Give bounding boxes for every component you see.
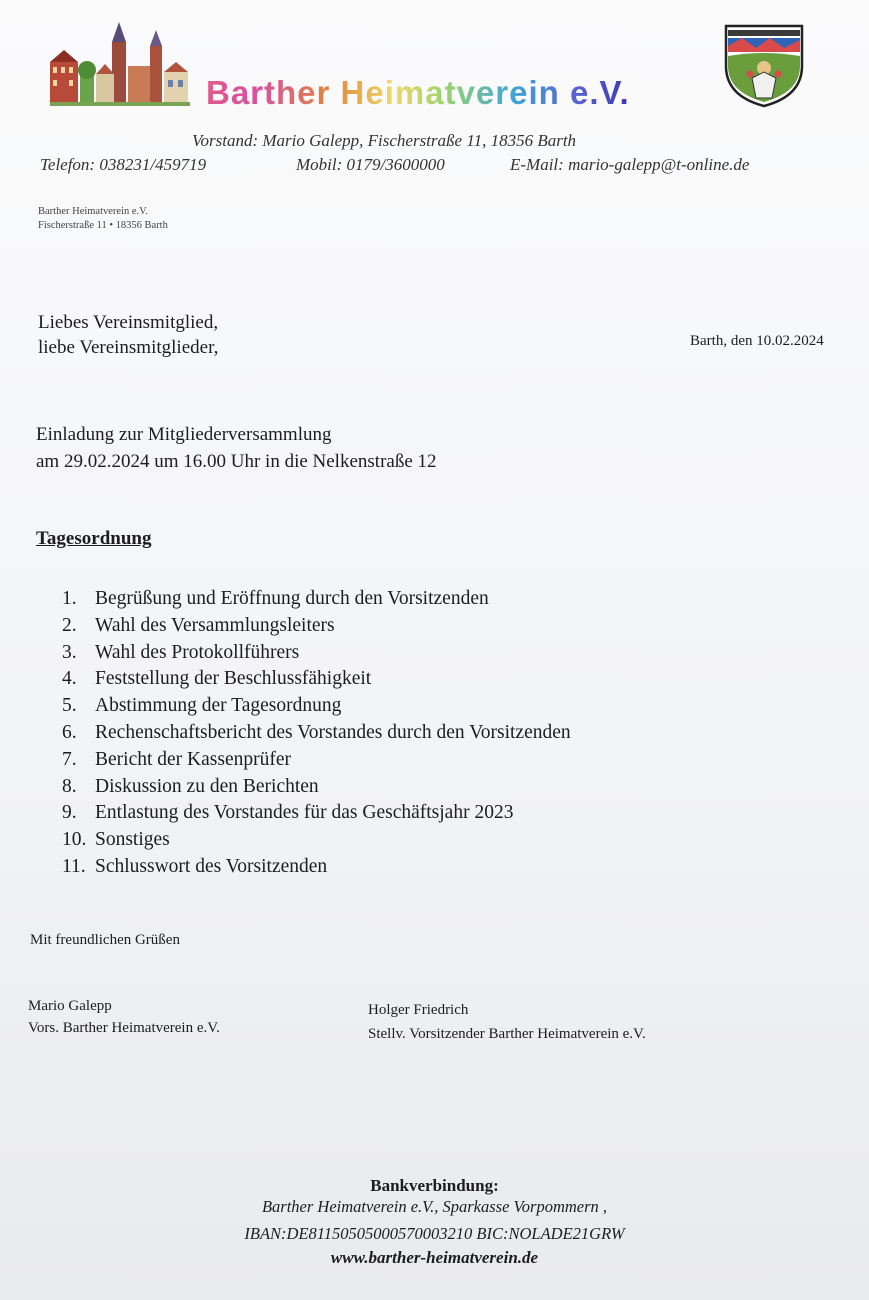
invitation-line-1: Einladung zur Mitgliederversammlung	[36, 424, 332, 445]
agenda-item: 5. Abstimmung der Tagesordnung	[62, 695, 342, 717]
sender-line-1: Barther Heimatverein e.V.	[38, 206, 149, 217]
town-skyline-icon	[50, 22, 190, 110]
agenda-item: 6. Rechenschaftsbericht des Vorstandes durch den Vorsitzenden	[62, 721, 571, 743]
agenda-item: 3. Wahl des Protokollführers	[62, 641, 300, 663]
signer-1-role: Vors. Barther Heimatverein e.V.	[28, 1020, 220, 1036]
agenda-item: 11. Schlusswort des Vorsitzenden	[62, 855, 328, 877]
salutation-2: liebe Vereinsmitglieder,	[38, 337, 219, 358]
coat-of-arms-icon	[722, 22, 806, 108]
bank-title: Bankverbindung:	[370, 1176, 499, 1195]
letter-date: Barth, den 10.02.2024	[690, 333, 824, 349]
agenda-item: 2. Wahl des Versammlungsleiters	[62, 614, 335, 636]
bank-line-1: Barther Heimatverein e.V., Sparkasse Vorpommern ,	[261, 1197, 608, 1216]
website-link[interactable]: www.barther-heimatverein.de	[330, 1248, 539, 1267]
salutation-1: Liebes Vereinsmitglied,	[38, 312, 219, 333]
invitation-line-2: am 29.02.2024 um 16.00 Uhr in die Nelkenstraße 12	[36, 451, 437, 472]
agenda-item: 4. Feststellung der Beschlussfähigkeit	[62, 668, 372, 690]
agenda-item: 10. Sonstiges	[62, 829, 170, 851]
agenda-item: 8. Diskussion zu den Berichten	[62, 775, 319, 797]
closing: Mit freundlichen Grüßen	[30, 932, 180, 948]
org-title: Barther Heimatverein e.V.	[206, 74, 630, 111]
mobile: Mobil: 0179/3600000	[296, 155, 445, 174]
email: E-Mail: mario-galepp@t-online.de	[510, 155, 750, 174]
board-line: Vorstand: Mario Galepp, Fischerstraße 11, 18356 Barth	[192, 131, 577, 150]
phone: Telefon: 038231/459719	[40, 155, 207, 174]
agenda-item: 1. Begrüßung und Eröffnung durch den Vorsitzenden	[62, 588, 489, 609]
signer-2-role: Stellv. Vorsitzender Barther Heimatverein e.V.	[368, 1026, 646, 1042]
agenda-item: 9. Entlastung des Vorstandes für das Geschäftsjahr 2023	[62, 802, 514, 824]
agenda-title: Tagesordnung	[36, 528, 152, 549]
signer-1-name: Mario Galepp	[28, 998, 112, 1014]
sender-line-2: Fischerstraße 11 • 18356 Barth	[38, 220, 168, 231]
bank-line-2: IBAN:DE81150505000570003210 BIC:NOLADE21GRW	[244, 1224, 625, 1243]
agenda-item: 7. Bericht der Kassenprüfer	[62, 748, 291, 770]
signer-2-name: Holger Friedrich	[368, 1002, 469, 1018]
agenda-list	[62, 586, 571, 881]
